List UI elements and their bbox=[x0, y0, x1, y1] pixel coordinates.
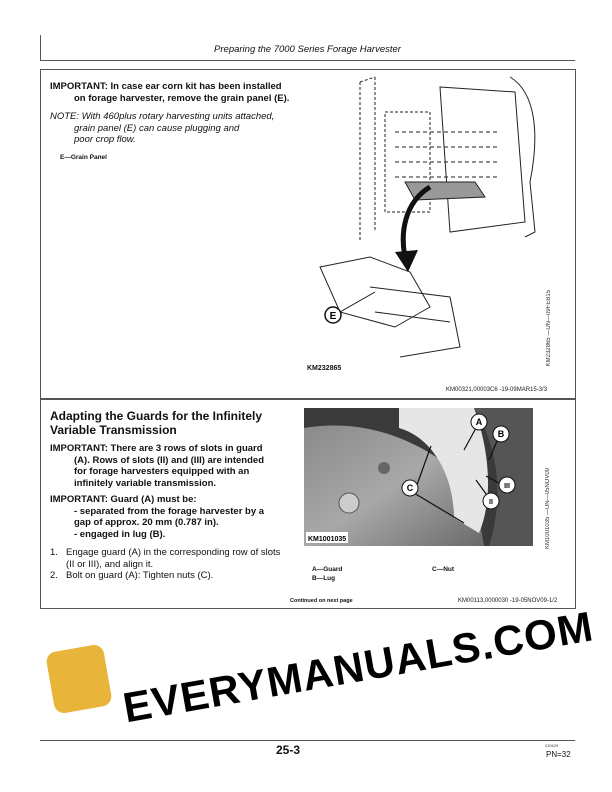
callout-e: E bbox=[329, 311, 337, 322]
legend-nut: C—Nut bbox=[432, 566, 455, 573]
footer-divider bbox=[40, 740, 575, 741]
section2-reference: KM00113,0000030 -19-05NOV09-1/2 bbox=[458, 598, 558, 604]
callout-ii: II bbox=[489, 499, 493, 506]
callout-iii: III bbox=[504, 483, 510, 490]
page-number: 25-3 bbox=[276, 743, 301, 757]
legend-lug: B—Lug bbox=[312, 575, 336, 582]
section-title: Adapting the Guards for the Infinitely Variable Transmission bbox=[50, 409, 263, 437]
legend-grain-panel: E—Grain Panel bbox=[60, 154, 107, 161]
important-grain-panel: IMPORTANT: In case ear corn kit has been installed on forage harvester, remove the grain panel (E). bbox=[50, 81, 290, 104]
watermark-text: EVERYMANUALS.COM bbox=[119, 602, 597, 732]
page-header-title: Preparing the 7000 Series Forage Harvester bbox=[214, 44, 401, 55]
step-item: 2. Bolt on guard (A): Tighten nuts (C). bbox=[50, 570, 214, 581]
callout-c: C bbox=[406, 483, 414, 493]
watermark-logo bbox=[45, 643, 113, 714]
figure-id: KM232865 bbox=[307, 365, 342, 372]
note-460plus: NOTE: With 460plus rotary harvesting units attached, grain panel (E) can cause plugging and poor crop flow. bbox=[50, 111, 275, 145]
legend-guard: A—Guard bbox=[312, 566, 343, 573]
callout-a: A bbox=[475, 417, 483, 427]
step-item: 1. Engage guard (A) in the corresponding row of slots (II or III), and align it. bbox=[50, 547, 281, 570]
photo-vertical-caption: KM1001035 —UN—05NOV09 bbox=[545, 468, 551, 550]
header-divider bbox=[40, 60, 575, 61]
guard-photo bbox=[304, 408, 533, 546]
steps-list bbox=[50, 547, 310, 582]
figure-vertical-caption: KM232865 —UN—09FEB15 bbox=[546, 290, 552, 367]
section1-reference: KM00321,00003C6 -19-09MAR15-3/3 bbox=[446, 387, 548, 393]
page-pn: PN=32 bbox=[546, 750, 571, 759]
grain-panel-illustration bbox=[300, 72, 560, 372]
continued-note: Continued on next page bbox=[290, 598, 353, 604]
footer-code: 030625 bbox=[545, 743, 559, 748]
important-slots: IMPORTANT: There are 3 rows of slots in guard (A). Rows of slots (II) and (III) are intended for forage harvesters equipped with an infinitely variable transmission. bbox=[50, 443, 265, 489]
important-guard: IMPORTANT: Guard (A) must be: - separated from the forage harvester by a gap of approx. 20 mm (0.787 in). - engaged in lug (B). bbox=[50, 494, 265, 540]
photo-id: KM1001035 bbox=[308, 536, 347, 543]
callout-b: B bbox=[497, 429, 505, 439]
